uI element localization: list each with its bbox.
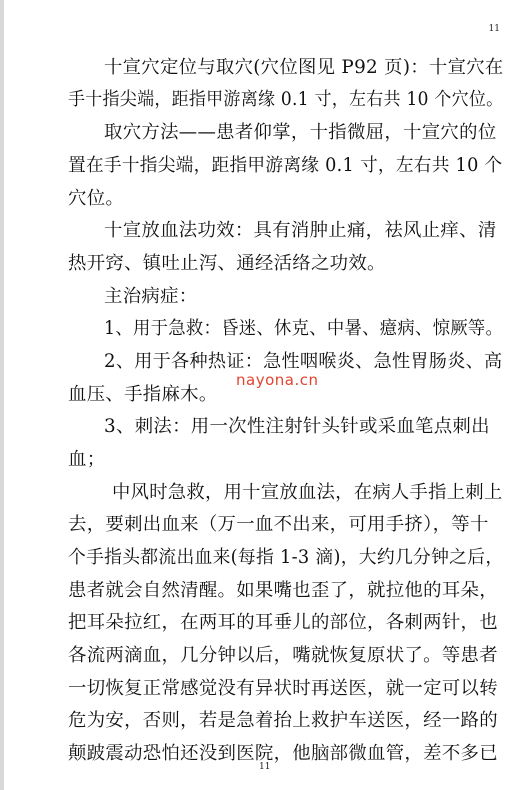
page-number-top: 11 bbox=[488, 24, 500, 34]
watermark: nayona.cn bbox=[236, 371, 319, 389]
page-edge bbox=[0, 0, 4, 790]
text-line: 置在手十指尖端，距指甲游离缘 0.1 寸，左右共 10 个 bbox=[68, 155, 503, 176]
text-line: 各流两滴血，几分钟以后，嘴就恢复原状了。等患者 bbox=[68, 645, 498, 666]
text-line: 危为安，否则，若是急着抬上救护车送医，经一路的 bbox=[68, 710, 498, 731]
text-line: 3、刺法：用一次性注射针头针或采血笔点刺出 bbox=[104, 416, 490, 437]
text-line: 2、用于各种热证：急性咽喉炎、急性胃肠炎、高 bbox=[104, 351, 503, 372]
text-line: 一切恢复正常感觉没有异状时再送医，就一定可以转 bbox=[68, 678, 498, 699]
text-line: 颠跛震动恐怕还没到医院，他脑部微血管，差不多已 bbox=[68, 743, 498, 764]
text-line: 患者就会自然清醒。如果嘴也歪了，就拉他的耳朵， bbox=[68, 580, 498, 601]
text-line: 个手指头都流出血来(每指 1-3 滴)，大约几分钟之后， bbox=[68, 547, 504, 568]
text-line: 中风时急救，用十宣放血法，在病人手指上刺上 bbox=[112, 482, 503, 503]
text-line: 把耳朵拉红，在两耳的耳垂儿的部位，各刺两针，也 bbox=[68, 612, 498, 633]
text-line: 主治病症： bbox=[104, 286, 198, 307]
text-line: 手十指尖端，距指甲游离缘 0.1 寸，左右共 10 个穴位。 bbox=[68, 89, 504, 110]
text-line: 1、用于急救：昏迷、休克、中暑、癔病、惊厥等。 bbox=[104, 318, 504, 339]
text-line: 热开窍、镇吐止泻、通经活络之功效。 bbox=[68, 253, 386, 274]
text-line: 去，要刺出血来（万一血不出来，可用手挤），等十 bbox=[68, 514, 489, 535]
page-number-bottom: 11 bbox=[259, 762, 271, 772]
text-line: 血压、手指麻木。 bbox=[68, 384, 218, 405]
text-line: 穴位。 bbox=[68, 188, 125, 209]
text-line: 取穴方法——患者仰掌，十指微屈，十宣穴的位 bbox=[104, 122, 497, 143]
text-line: 十宣穴定位与取穴(穴位图见 P92 页)：十宣穴在 bbox=[104, 57, 504, 78]
text-line: 血； bbox=[68, 449, 106, 470]
text-line: 十宣放血法功效：具有消肿止痛，祛风止痒、清 bbox=[104, 220, 497, 241]
